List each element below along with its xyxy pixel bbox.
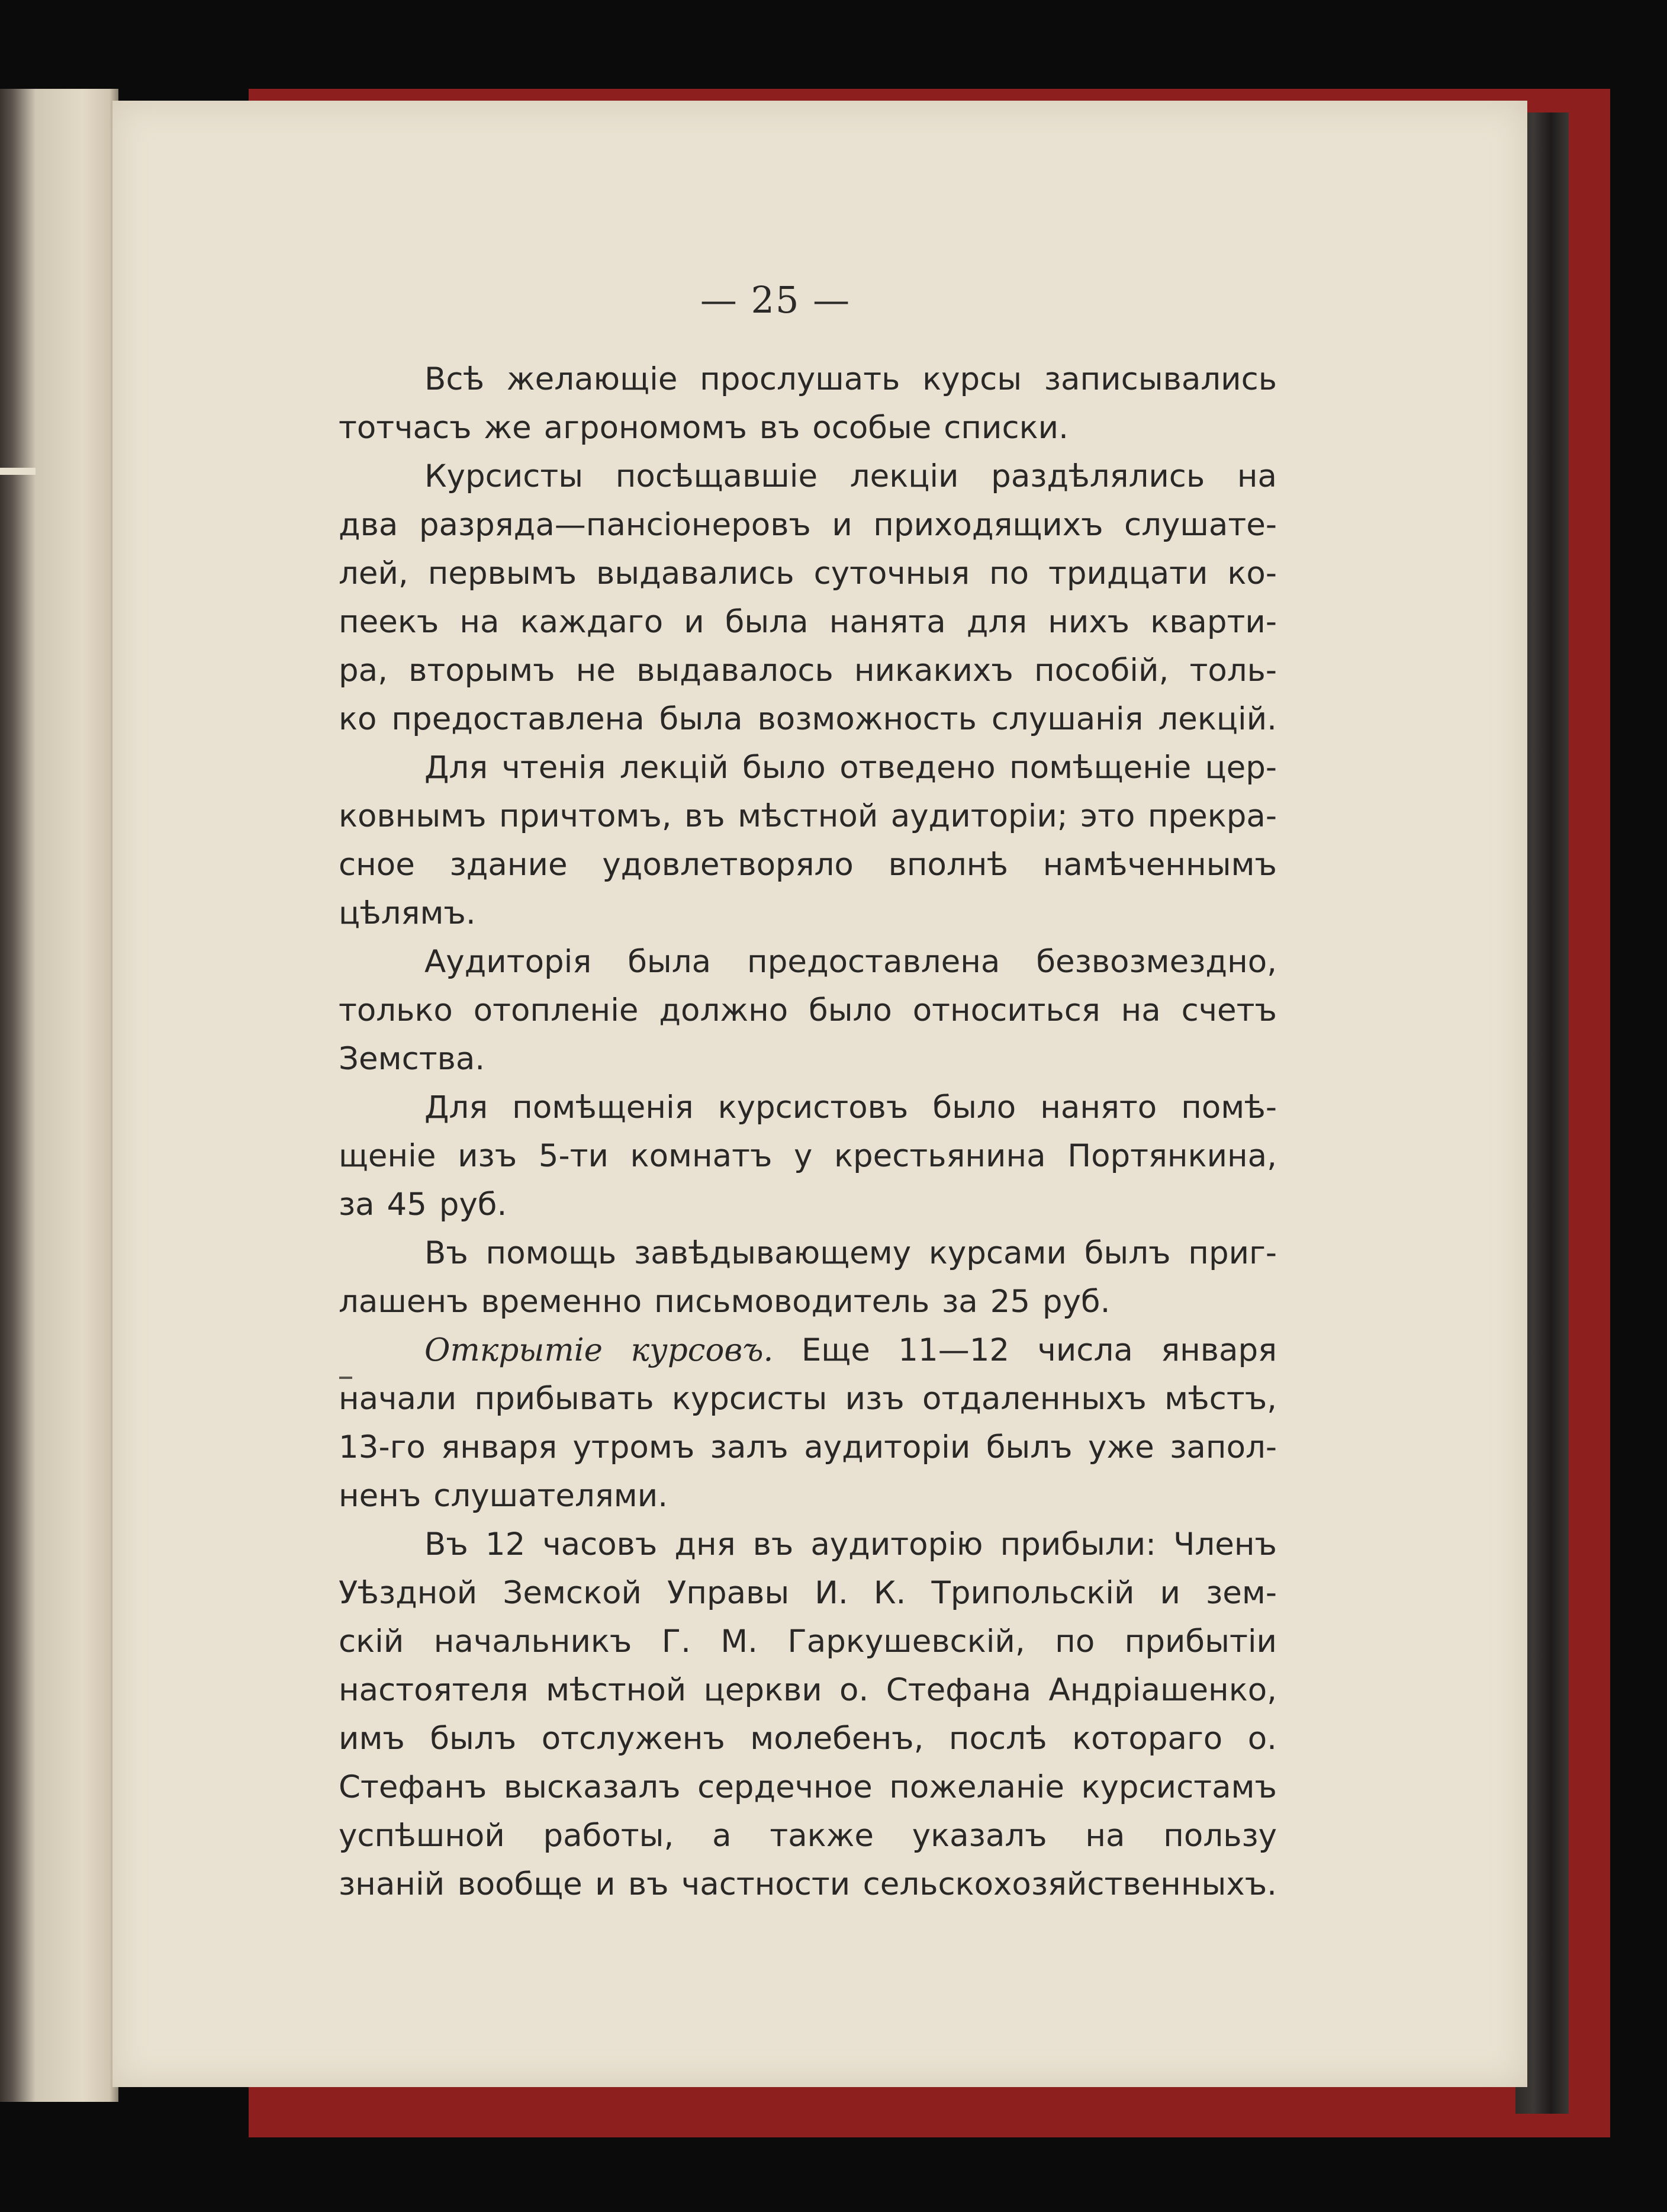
text-line: два разряда—пансіонеровъ и приходящихъ слушате- [339,507,1277,543]
text-line: лей, первымъ выдавались суточныя по тридцати ко- [339,555,1277,591]
text-line: 13-го января утромъ залъ аудиторіи былъ уже запол- [339,1429,1277,1465]
text-line: Курсисты посѣщавшіе лекціи раздѣлялись на [424,458,1277,494]
paragraph-1 [253,355,1277,452]
text-line-rest: Еще 11—12 числа января [773,1332,1277,1368]
text-line: Въ помощь завѣдывающему курсами былъ приг- [424,1235,1277,1271]
paragraph-7 [253,1326,1277,1520]
text-line: настоятеля мѣстной церкви о. Стефана Андріашенко, [339,1672,1277,1708]
text-line: ра, вторымъ не выдавалось никакихъ пособій, толь- [339,652,1277,689]
text-line: Для помѣщенія курсистовъ было нанято помѣ- [424,1089,1277,1126]
left-page-mark [0,468,36,475]
text-line: Всѣ желающіе прослушать курсы записывались [424,361,1277,397]
text-line: лашенъ временно письмоводитель за 25 руб. [339,1284,1111,1320]
page-text [253,355,1277,1909]
left-page-edge [0,89,118,2102]
paragraph-2 [253,452,1277,744]
text-line: ковнымъ причтомъ, въ мѣстной аудиторіи; это прекра- [339,798,1277,834]
paragraph-4 [253,938,1277,1084]
text-line: пеекъ на каждаго и была нанята для нихъ кварти- [339,604,1277,640]
text-line-with-heading [253,1326,1277,1375]
text-line: Стефанъ высказалъ сердечное пожеланіе курсистамъ [339,1769,1277,1805]
paragraph-6 [253,1229,1277,1326]
text-line: сное здание удовлетворяло вполнѣ намѣченнымъ [339,847,1277,883]
section-heading: Открытіе курсовъ. [424,1332,774,1368]
text-line: тотчасъ же агрономомъ въ особые списки. [339,410,1069,446]
text-line: Земства. [339,1041,485,1077]
book-page [112,101,1527,2087]
text-line: Въ 12 часовъ дня въ аудиторію прибыли: Членъ [424,1526,1277,1562]
text-line: Уѣздной Земской Управы И. К. Трипольскій и зем- [339,1575,1277,1611]
text-line: ненъ слушателями. [339,1478,668,1514]
text-line: успѣшной работы, а также указалъ на пользу [339,1818,1277,1854]
text-line: только отопленіе должно было относиться на счетъ [339,992,1277,1028]
text-line: щеніе изъ 5-ти комнатъ у крестьянина Портянкина, [339,1138,1277,1174]
text-line: начали прибывать курсисты изъ отдаленныхъ мѣстъ, [339,1381,1277,1417]
page-number: — 25 — [700,278,851,321]
paragraph-5 [253,1084,1277,1229]
text-line: Аудиторія была предоставлена безвозмездно, [424,944,1277,980]
text-line: цѣлямъ. [339,895,476,931]
text-line: знаній вообще и въ частности сельскохозяйственныхъ. [339,1866,1277,1902]
text-line: имъ былъ отслуженъ молебенъ, послѣ котораго о. [339,1721,1277,1757]
text-line: скій начальникъ Г. М. Гаркушевскій, по прибытіи [339,1623,1277,1660]
text-line: за 45 руб. [339,1187,507,1223]
text-line: Для чтенія лекцій было отведено помѣщеніе цер- [424,750,1277,786]
paragraph-8 [253,1520,1277,1909]
margin-mark [339,1377,352,1379]
text-line: ко предоставлена была возможность слушанія лекцій. [339,701,1277,737]
paragraph-3 [253,744,1277,938]
